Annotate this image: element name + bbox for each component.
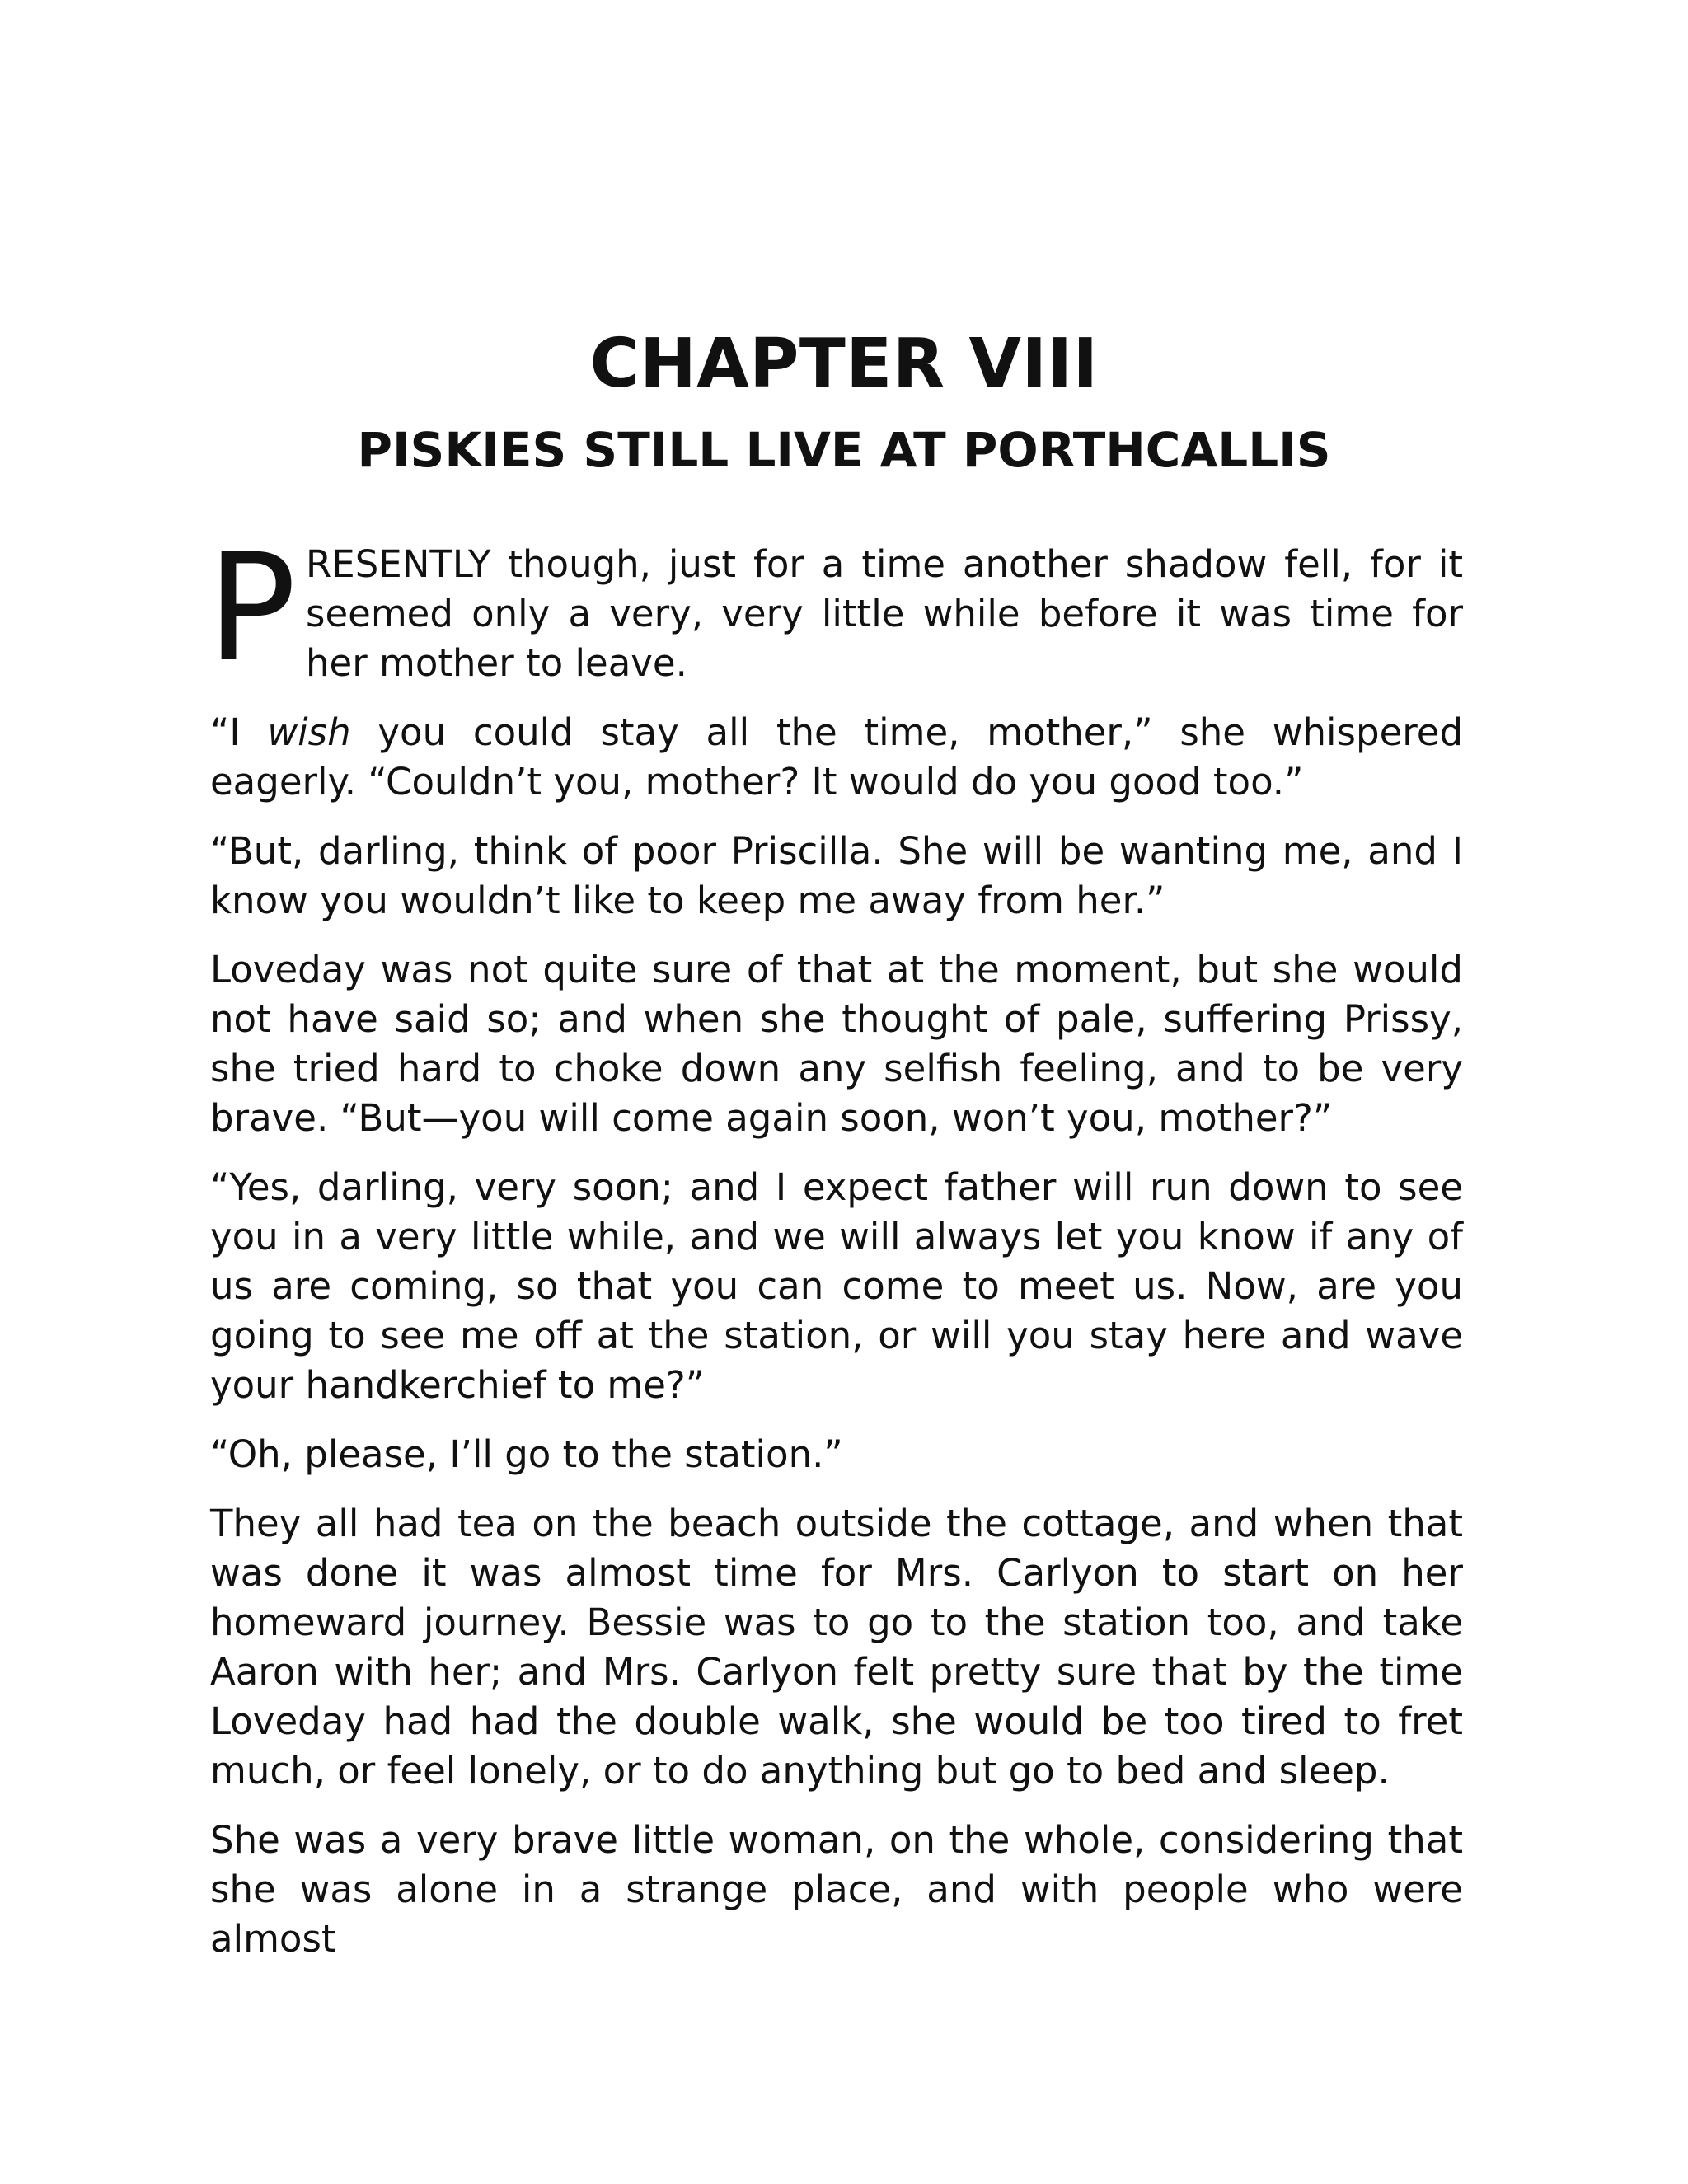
paragraph-2	[210, 708, 1463, 807]
drop-cap: P	[207, 523, 297, 695]
paragraph-4: Loveday was not quite sure of that at the moment, but she would not have said so; and when she thought of pale, suffering Prissy, she tried hard to choke down any selfish feeling, and to be very brave. “But—you will come again soon, won’t you, mother?”	[210, 948, 1463, 1140]
chapter-title: PISKIES STILL LIVE AT PORTHCALLIS	[357, 422, 1331, 478]
chapter-number: CHAPTER VIII	[589, 325, 1099, 403]
paragraph-8: She was a very brave little woman, on the whole, considering that she was alone in a strange place, and with people who were almost	[210, 1818, 1463, 1961]
chapter-body	[207, 523, 1464, 1984]
paragraph-5: “Yes, darling, very soon; and I expect father will run down to see you in a very little while, and we will always let you know if any of us are coming, so that you can come to meet us. Now, are you going to see me off at the station, or will you stay here and wave your handkerchief to me?”	[210, 1165, 1463, 1407]
paragraph-6: “Oh, please, I’ll go to the station.”	[210, 1432, 843, 1476]
paragraph-2-before: “I	[210, 710, 268, 754]
paragraph-1-text: RESENTLY though, just for a time another shadow fell, for it seemed only a very, very little while before it was time for her mother to leave.	[306, 542, 1463, 685]
paragraph-3: “But, darling, think of poor Priscilla. She will be wanting me, and I know you wouldn’t like to keep me away from her.”	[210, 829, 1463, 922]
paragraph-1	[207, 523, 1463, 695]
paragraph-2-emphasis: wish	[267, 710, 351, 754]
paragraph-7: They all had tea on the beach outside the cottage, and when that was done it was almost time for Mrs. Carlyon to start on her homeward journey. Bessie was to go to the station too, and take Aaron with her; and Mrs. Carlyon felt pretty sure that by the time Loveday had had the double walk, she would be too tired to fret much, or feel lonely, or to do anything but go to bed and sleep.	[210, 1502, 1463, 1793]
paragraph-2-after: you could stay all the time, mother,” she whispered eagerly. “Couldn’t you, mother? It would do you good too.”	[210, 710, 1464, 804]
